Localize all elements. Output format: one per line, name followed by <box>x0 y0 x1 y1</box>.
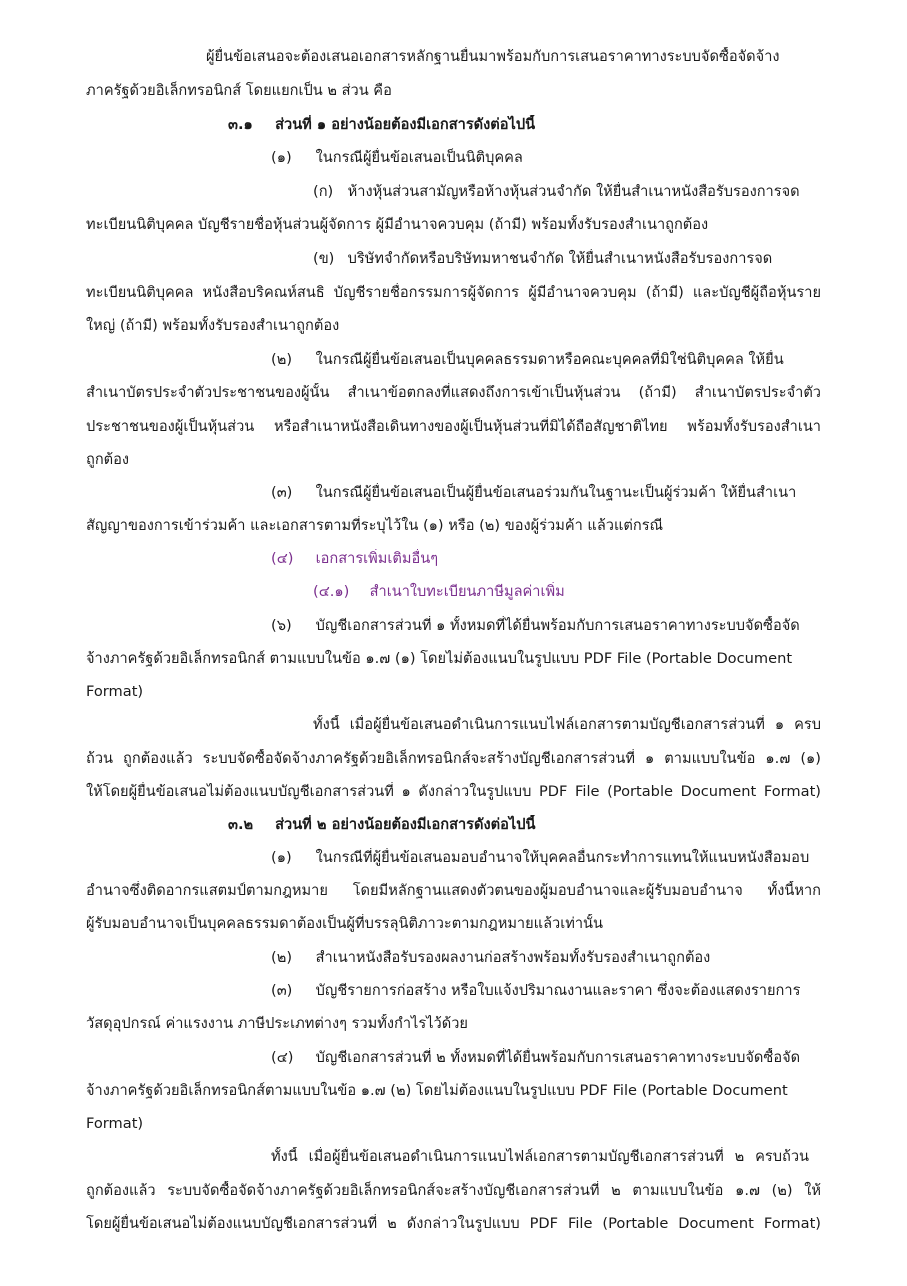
item-number: (๖) <box>271 617 292 634</box>
paragraph-line <box>86 881 821 901</box>
paragraph-line <box>86 682 821 702</box>
paragraph-line <box>86 782 821 802</box>
paragraph-line <box>86 649 821 669</box>
paragraph-line <box>86 450 821 470</box>
item-text: ในกรณีผู้ยื่นข้อเสนอเป็นผู้ยื่นข้อเสนอร่วมกันในฐานะเป็นผู้ร่วมค้า ให้ยื่นสำเนา <box>315 484 797 501</box>
line-text: Format) <box>86 683 144 700</box>
list-item <box>271 948 827 968</box>
item-text: ในกรณีผู้ยื่นข้อเสนอเป็นบุคคลธรรมดาหรือคณะบุคคลที่มิใช่นิติบุคคล ให้ยื่น <box>315 351 784 368</box>
item-text: บริษัทจำกัดหรือบริษัทมหาชนจำกัด ให้ยื่นสำเนาหนังสือรับรองการจด <box>347 250 773 267</box>
line-text: Format) <box>86 1115 144 1132</box>
list-item-highlighted <box>313 582 825 602</box>
list-item <box>271 848 827 868</box>
item-text: สำเนาหนังสือรับรองผลงานก่อสร้างพร้อมทั้งรับรองสำเนาถูกต้อง <box>315 949 711 966</box>
line-text: อำนาจซึ่งติดอากรแสตมป์ตามกฎหมาย โดยมีหลักฐานแสดงตัวตนของผู้มอบอำนาจและผู้รับมอบอำนาจ ทั้งนี้หาก <box>86 882 821 899</box>
paragraph-line <box>206 47 812 67</box>
line-text: จ้างภาครัฐด้วยอิเล็กทรอนิกส์ ตามแบบในข้อ ๑.๗ (๑) โดยไม่ต้องแนบในรูปแบบ PDF File (Portable Document <box>86 650 793 667</box>
item-text: บัญชีเอกสารส่วนที่ ๒ ทั้งหมดที่ได้ยื่นพร้อมกับการเสนอราคาทางระบบจัดซื้อจัด <box>315 1049 801 1066</box>
item-number: (๑) <box>271 849 292 866</box>
item-text: บัญชีเอกสารส่วนที่ ๑ ทั้งหมดที่ได้ยื่นพร้อมกับการเสนอราคาทางระบบจัดซื้อจัด <box>315 617 800 634</box>
item-text: สำเนาใบทะเบียนภาษีมูลค่าเพิ่ม <box>369 583 565 600</box>
list-item <box>313 182 825 202</box>
section-title: ส่วนที่ ๒ อย่างน้อยต้องมีเอกสารดังต่อไปนี้ <box>275 816 536 833</box>
line-text: ผู้ยื่นข้อเสนอจะต้องเสนอเอกสารหลักฐานยื่นมาพร้อมกับการเสนอราคาทางระบบจัดซื้อจัดจ้าง <box>206 48 780 65</box>
list-item <box>271 148 831 168</box>
paragraph-line <box>86 417 821 437</box>
paragraph-line <box>86 749 821 769</box>
item-number: (๓) <box>271 982 293 999</box>
paragraph-line <box>86 1081 821 1101</box>
list-item <box>271 981 827 1001</box>
list-item <box>271 483 827 503</box>
line-text: สัญญาของการเข้าร่วมค้า และเอกสารตามที่ระบุไว้ใน (๑) หรือ (๒) ของผู้ร่วมค้า แล้วแต่กรณี <box>86 517 664 534</box>
paragraph-line <box>86 1114 821 1134</box>
line-text: ทั้งนี้ เมื่อผู้ยื่นข้อเสนอดำเนินการแนบไฟล์เอกสารตามบัญชีเอกสารส่วนที่ ๑ ครบ <box>313 716 821 733</box>
section-heading-3-2 <box>228 815 828 835</box>
item-number: (๔.๑) <box>313 583 350 600</box>
section-title: ส่วนที่ ๑ อย่างน้อยต้องมีเอกสารดังต่อไปนี้ <box>275 116 536 133</box>
item-number: (๑) <box>271 149 292 166</box>
paragraph-line <box>86 1014 821 1034</box>
line-text: ทะเบียนนิติบุคคล หนังสือบริคณห์สนธิ บัญชีรายชื่อกรรมการผู้จัดการ ผู้มีอำนาจควบคุม (ถ้ามี) และบัญชีผู้ถือหุ้นราย <box>86 284 821 301</box>
paragraph-line <box>86 316 821 336</box>
item-number: (๔) <box>271 550 294 567</box>
section-number: ๓.๒ <box>228 816 254 833</box>
paragraph-line <box>313 715 821 735</box>
paragraph-line <box>86 81 821 101</box>
line-text: วัสดุอุปกรณ์ ค่าแรงงาน ภาษีประเภทต่างๆ รวมทั้งกำไรไว้ด้วย <box>86 1015 468 1032</box>
line-text: ใหญ่ (ถ้ามี) พร้อมทั้งรับรองสำเนาถูกต้อง <box>86 317 340 334</box>
section-heading-3-1 <box>228 115 828 135</box>
paragraph-line <box>86 283 821 303</box>
line-text: ภาครัฐด้วยอิเล็กทรอนิกส์ โดยแยกเป็น ๒ ส่วน คือ <box>86 82 392 99</box>
item-text: บัญชีรายการก่อสร้าง หรือใบแจ้งปริมาณงานและราคา ซึ่งจะต้องแสดงรายการ <box>315 982 801 999</box>
paragraph-line <box>86 914 821 934</box>
item-number: (ข) <box>313 250 335 267</box>
line-text: ผู้รับมอบอำนาจเป็นบุคคลธรรมดาต้องเป็นผู้ที่บรรลุนิติภาวะตามกฎหมายแล้วเท่านั้น <box>86 915 603 932</box>
item-text: ในกรณีผู้ยื่นข้อเสนอเป็นนิติบุคคล <box>315 149 523 166</box>
line-text: สำเนาบัตรประจำตัวประชาชนของผู้นั้น สำเนาข้อตกลงที่แสดงถึงการเข้าเป็นหุ้นส่วน (ถ้ามี) สำเนาบัตรประจำตัว <box>86 384 821 401</box>
paragraph-line <box>271 1147 809 1167</box>
line-text: โดยผู้ยื่นข้อเสนอไม่ต้องแนบบัญชีเอกสารส่วนที่ ๒ ดังกล่าวในรูปแบบ PDF File (Portable Document Format) <box>86 1215 821 1232</box>
line-text: ประชาชนของผู้เป็นหุ้นส่วน หรือสำเนาหนังสือเดินทางของผู้เป็นหุ้นส่วนที่มิได้ถือสัญชาติไทย พร้อมทั้งรับรองสำเนา <box>86 418 821 435</box>
list-item <box>271 616 827 636</box>
line-text: ทะเบียนนิติบุคคล บัญชีรายชื่อหุ้นส่วนผู้จัดการ ผู้มีอำนาจควบคุม (ถ้ามี) พร้อมทั้งรับรองสำเนาถูกต้อง <box>86 216 709 233</box>
line-text: ถูกต้อง <box>86 451 130 468</box>
item-number: (๒) <box>271 351 293 368</box>
section-number: ๓.๑ <box>228 116 253 133</box>
item-number: (๔) <box>271 1049 294 1066</box>
item-text: ห้างหุ้นส่วนสามัญหรือห้างหุ้นส่วนจำกัด ให้ยื่นสำเนาหนังสือรับรองการจด <box>347 183 800 200</box>
paragraph-line <box>86 1181 821 1201</box>
list-item <box>271 350 827 370</box>
line-text: ถูกต้องแล้ว ระบบจัดซื้อจัดจ้างภาครัฐด้วยอิเล็กทรอนิกส์จะสร้างบัญชีเอกสารส่วนที่ ๒ ตามแบบในข้อ ๑.๗ (๒) ให้ <box>86 1182 821 1199</box>
item-number: (๒) <box>271 949 293 966</box>
list-item <box>313 249 825 269</box>
item-text: ในกรณีที่ผู้ยื่นข้อเสนอมอบอำนาจให้บุคคลอื่นกระทำการแทนให้แนบหนังสือมอบ <box>315 849 810 866</box>
paragraph-line <box>86 1214 821 1234</box>
paragraph-line <box>86 215 821 235</box>
list-item <box>271 1048 827 1068</box>
paragraph-line <box>86 383 821 403</box>
line-text: ทั้งนี้ เมื่อผู้ยื่นข้อเสนอดำเนินการแนบไฟล์เอกสารตามบัญชีเอกสารส่วนที่ ๒ ครบถ้วน <box>271 1148 809 1165</box>
item-number: (๓) <box>271 484 293 501</box>
list-item-highlighted <box>271 549 827 569</box>
line-text: ถ้วน ถูกต้องแล้ว ระบบจัดซื้อจัดจ้างภาครัฐด้วยอิเล็กทรอนิกส์จะสร้างบัญชีเอกสารส่วนที่ ๑ ตามแบบในข้อ ๑.๗ (๑) <box>86 750 821 767</box>
item-text: เอกสารเพิ่มเติมอื่นๆ <box>315 550 439 567</box>
item-number: (ก) <box>313 183 334 200</box>
line-text: ให้โดยผู้ยื่นข้อเสนอไม่ต้องแนบบัญชีเอกสารส่วนที่ ๑ ดังกล่าวในรูปแบบ PDF File (Portable Document Format) <box>86 783 821 800</box>
paragraph-line <box>86 516 821 536</box>
line-text: จ้างภาครัฐด้วยอิเล็กทรอนิกส์ตามแบบในข้อ ๑.๗ (๒) โดยไม่ต้องแนบในรูปแบบ PDF File (Portable Document <box>86 1082 788 1099</box>
